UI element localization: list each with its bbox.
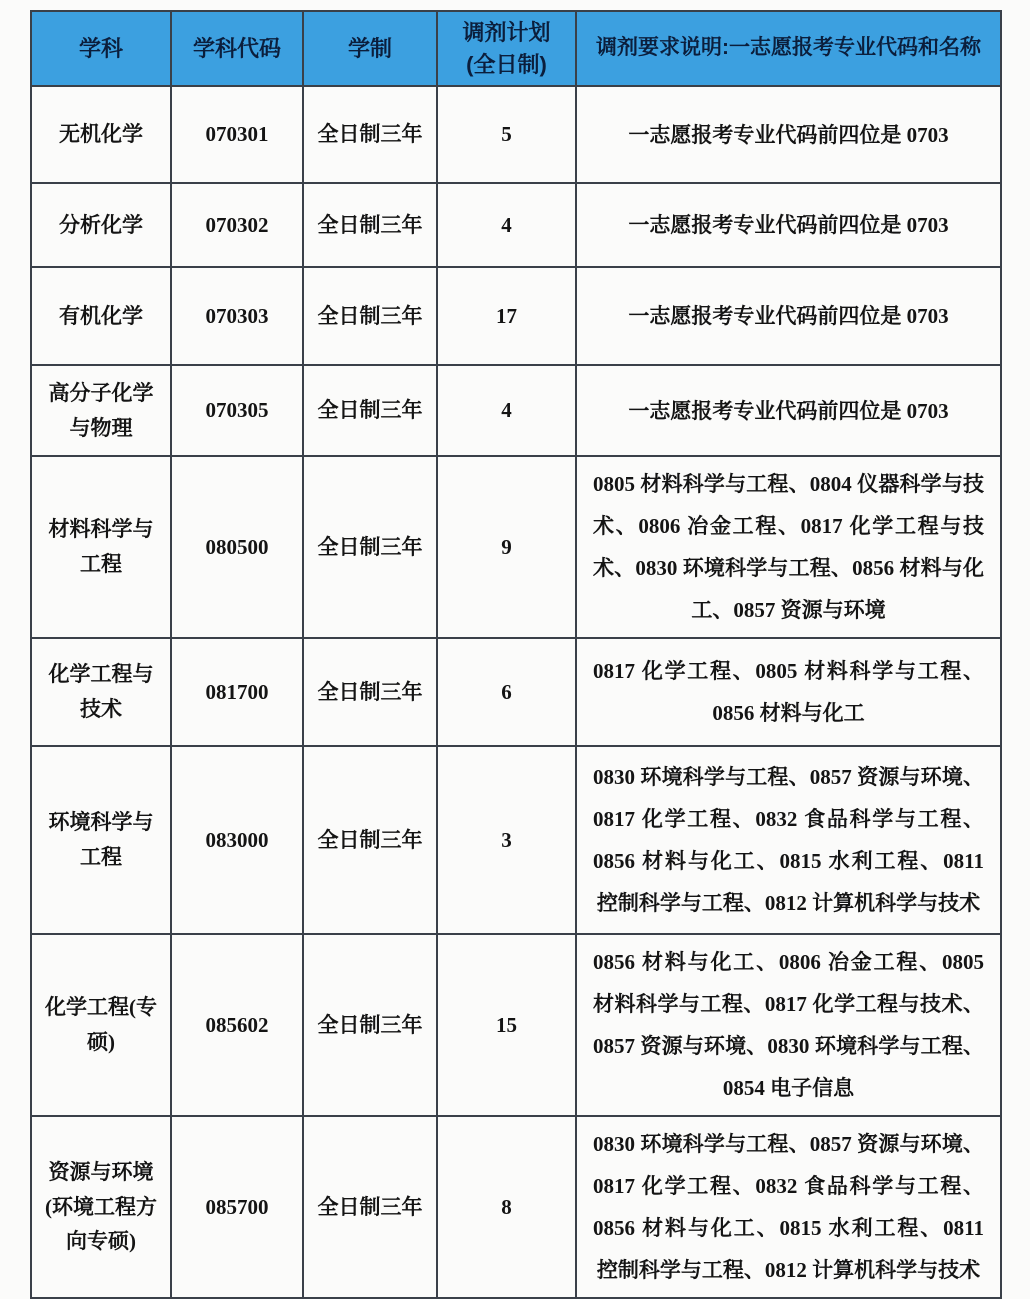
cell-code: 080500	[171, 456, 303, 638]
header-cell-code: 学科代码	[171, 11, 303, 86]
cell-subject: 材料科学与工程	[31, 456, 171, 638]
header-cell-quota	[437, 11, 576, 86]
cell-quota: 15	[437, 934, 576, 1116]
cell-subject: 高分子化学与物理	[31, 365, 171, 456]
header-row	[31, 11, 1001, 86]
cell-requirement: 一志愿报考专业代码前四位是 0703	[576, 267, 1001, 365]
cell-subject: 资源与环境(环境工程方向专硕)	[31, 1116, 171, 1298]
header-cell-duration: 学制	[303, 11, 437, 86]
cell-duration: 全日制三年	[303, 456, 437, 638]
cell-quota: 4	[437, 365, 576, 456]
cell-quota: 4	[437, 183, 576, 267]
cell-duration: 全日制三年	[303, 746, 437, 934]
table-row	[31, 267, 1001, 365]
cell-code: 085700	[171, 1116, 303, 1298]
cell-requirement: 0817 化学工程、0805 材料科学与工程、0856 材料与化工	[576, 638, 1001, 746]
cell-subject: 分析化学	[31, 183, 171, 267]
table-row	[31, 638, 1001, 746]
cell-duration: 全日制三年	[303, 1116, 437, 1298]
cell-duration: 全日制三年	[303, 638, 437, 746]
adjustment-plan-table	[30, 10, 1002, 1299]
cell-requirement: 一志愿报考专业代码前四位是 0703	[576, 86, 1001, 183]
cell-duration: 全日制三年	[303, 183, 437, 267]
cell-duration: 全日制三年	[303, 267, 437, 365]
table-row	[31, 746, 1001, 934]
cell-requirement: 0805 材料科学与工程、0804 仪器科学与技术、0806 冶金工程、0817 化学工程与技术、0830 环境科学与工程、0856 材料与化工、0857 资源与环境	[576, 456, 1001, 638]
cell-code: 070302	[171, 183, 303, 267]
cell-subject: 有机化学	[31, 267, 171, 365]
cell-duration: 全日制三年	[303, 365, 437, 456]
table-row	[31, 365, 1001, 456]
cell-quota: 8	[437, 1116, 576, 1298]
cell-quota: 17	[437, 267, 576, 365]
cell-quota: 3	[437, 746, 576, 934]
cell-code: 070305	[171, 365, 303, 456]
header-cell-subject: 学科	[31, 11, 171, 86]
table-header	[31, 11, 1001, 86]
table-row	[31, 1116, 1001, 1298]
header-cell-requirement: 调剂要求说明:一志愿报考专业代码和名称	[576, 11, 1001, 86]
cell-code: 081700	[171, 638, 303, 746]
header-quota-line2: (全日制)	[466, 51, 547, 77]
cell-code: 083000	[171, 746, 303, 934]
header-quota-line1: 调剂计划	[462, 19, 551, 45]
cell-quota: 9	[437, 456, 576, 638]
cell-requirement: 0830 环境科学与工程、0857 资源与环境、0817 化学工程、0832 食品科学与工程、0856 材料与化工、0815 水利工程、0811 控制科学与工程、0812 计算机科学与技术	[576, 746, 1001, 934]
cell-requirement: 一志愿报考专业代码前四位是 0703	[576, 365, 1001, 456]
cell-requirement: 0856 材料与化工、0806 冶金工程、0805 材料科学与工程、0817 化学工程与技术、0857 资源与环境、0830 环境科学与工程、0854 电子信息	[576, 934, 1001, 1116]
cell-code: 070303	[171, 267, 303, 365]
table-body	[31, 86, 1001, 1298]
cell-subject: 化学工程与技术	[31, 638, 171, 746]
cell-subject: 环境科学与工程	[31, 746, 171, 934]
table-row	[31, 86, 1001, 183]
cell-requirement: 一志愿报考专业代码前四位是 0703	[576, 183, 1001, 267]
cell-requirement: 0830 环境科学与工程、0857 资源与环境、0817 化学工程、0832 食品科学与工程、0856 材料与化工、0815 水利工程、0811 控制科学与工程、0812 计算机科学与技术	[576, 1116, 1001, 1298]
table-row	[31, 183, 1001, 267]
cell-code: 070301	[171, 86, 303, 183]
cell-duration: 全日制三年	[303, 86, 437, 183]
cell-subject: 无机化学	[31, 86, 171, 183]
cell-subject: 化学工程(专硕)	[31, 934, 171, 1116]
table-row	[31, 934, 1001, 1116]
cell-quota: 6	[437, 638, 576, 746]
cell-quota: 5	[437, 86, 576, 183]
cell-code: 085602	[171, 934, 303, 1116]
cell-duration: 全日制三年	[303, 934, 437, 1116]
table-row	[31, 456, 1001, 638]
